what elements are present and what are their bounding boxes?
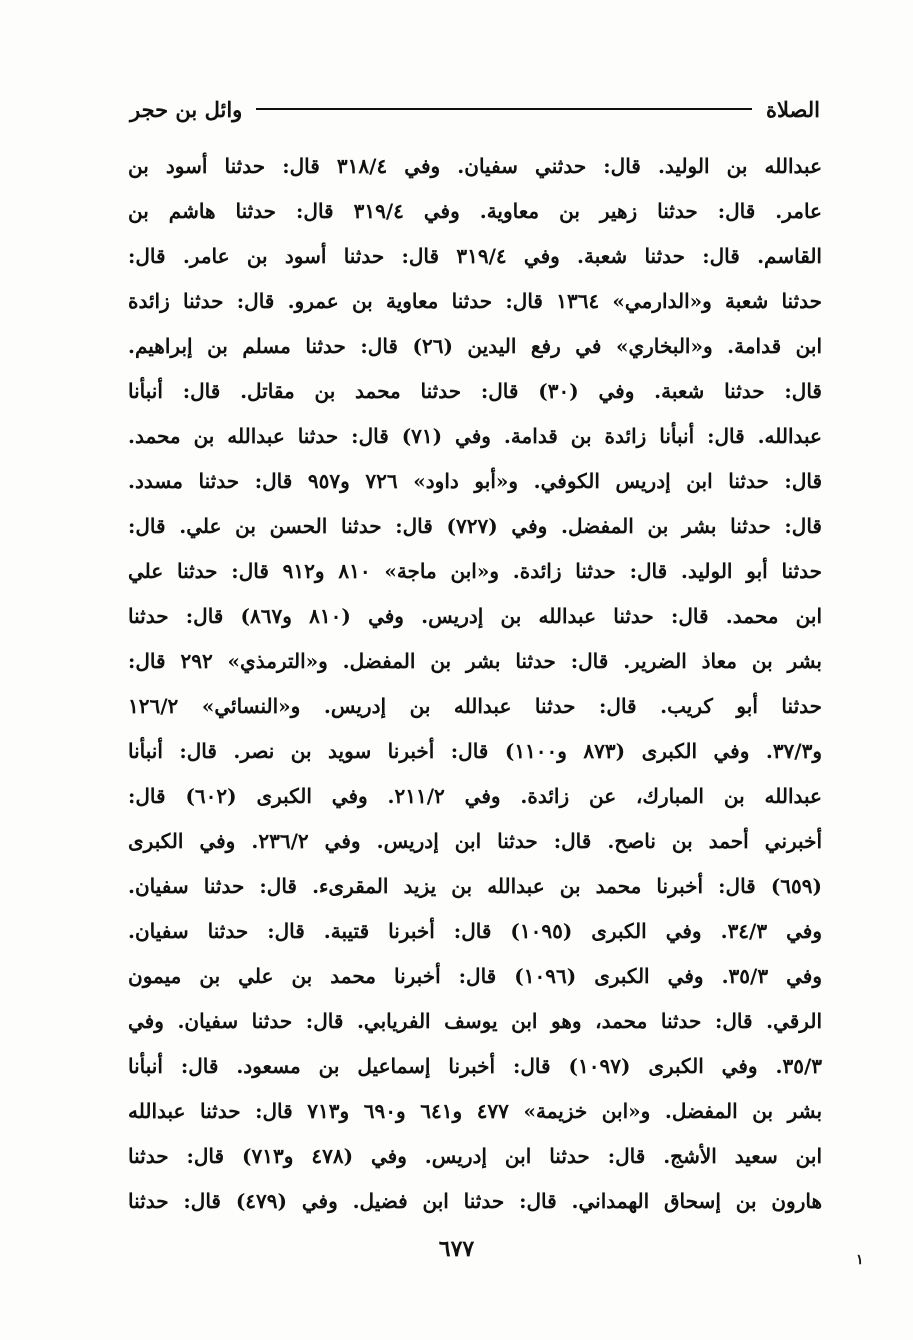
- text-line: عبدالله بن الوليد. قال: حدثني سفيان. وفي ٣١٨/٤ قال: حدثنا أسود بن: [128, 154, 822, 178]
- text-line: حدثنا شعبة و«الدارمي» ١٣٦٤ قال: حدثنا معاوية بن عمرو. قال: حدثنا زائدة: [128, 289, 822, 313]
- page-number: ٦٧٧: [438, 1236, 475, 1262]
- text-line: وفي ٣٤/٣. وفي الكبرى (١٠٩٥) قال: أخبرنا قتيبة. قال: حدثنا سفيان.: [128, 919, 822, 943]
- text-line: هارون بن إسحاق الهمداني. قال: حدثنا ابن فضيل. وفي (٤٧٩) قال: حدثنا: [128, 1189, 822, 1213]
- text-line: عبدالله بن المبارك، عن زائدة. وفي ٢١١/٢. وفي الكبرى (٦٠٢) قال:: [128, 784, 822, 808]
- running-header: [130, 92, 820, 126]
- text-line: ابن سعيد الأشج. قال: حدثنا ابن إدريس. وفي (٤٧٨ و٧١٣) قال: حدثنا: [128, 1144, 822, 1168]
- text-line: حدثنا أبو الوليد. قال: حدثنا زائدة. و«ابن ماجة» ٨١٠ و٩١٢ قال: حدثنا علي: [128, 559, 822, 583]
- text-line: حدثنا أبو كريب. قال: حدثنا عبدالله بن إدريس. و«النسائي» ١٢٦/٢: [128, 694, 822, 718]
- text-line: قال: حدثنا بشر بن المفضل. وفي (٧٢٧) قال: حدثنا الحسن بن علي. قال:: [128, 514, 822, 538]
- text-line: ٣٥/٣. وفي الكبرى (١٠٩٧) قال: أخبرنا إسماعيل بن مسعود. قال: أنبأنا: [128, 1054, 822, 1078]
- text-line: قال: حدثنا ابن إدريس الكوفي. و«أبو داود» ٧٢٦ و٩٥٧ قال: حدثنا مسدد.: [128, 469, 822, 493]
- text-line: عامر. قال: حدثنا زهير بن معاوية. وفي ٣١٩/٤ قال: حدثنا هاشم بن: [128, 199, 822, 223]
- text-line: قال: حدثنا شعبة. وفي (٣٠) قال: حدثنا محمد بن مقاتل. قال: أنبأنا: [128, 379, 822, 403]
- text-line: (٦٥٩) قال: أخبرنا محمد بن عبدالله بن يزيد المقرىء. قال: حدثنا سفيان.: [128, 874, 822, 898]
- text-line: بشر بن معاذ الضرير. قال: حدثنا بشر بن المفضل. و«الترمذي» ٢٩٢ قال:: [128, 649, 822, 673]
- text-line: القاسم. قال: حدثنا شعبة. وفي ٣١٩/٤ قال: حدثنا أسود بن عامر. قال:: [128, 244, 822, 268]
- margin-mark: ١: [856, 1252, 864, 1268]
- text-line: الرقي. قال: حدثنا محمد، وهو ابن يوسف الفريابي. قال: حدثنا سفيان. وفي: [128, 1009, 822, 1033]
- text-line: بشر بن المفضل. و«ابن خزيمة» ٤٧٧ و٦٤١ و٦٩٠ و٧١٣ قال: حدثنا عبدالله: [128, 1099, 822, 1123]
- text-line: ابن محمد. قال: حدثنا عبدالله بن إدريس. وفي (٨١٠ و٨٦٧) قال: حدثنا: [128, 604, 822, 628]
- header-rule: [256, 108, 752, 110]
- body-text: [128, 144, 822, 1224]
- text-line: عبدالله. قال: أنبأنا زائدة بن قدامة. وفي (٧١) قال: حدثنا عبدالله بن محمد.: [128, 424, 822, 448]
- text-line: وفي ٣٥/٣. وفي الكبرى (١٠٩٦) قال: أخبرنا محمد بن علي بن ميمون: [128, 964, 822, 988]
- text-line: و٣٧/٣. وفي الكبرى (٨٧٣ و١١٠٠) قال: أخبرنا سويد بن نصر. قال: أنبأنا: [128, 739, 822, 763]
- header-chapter-title: الصلاة: [766, 96, 820, 122]
- text-line: أخبرني أحمد بن ناصح. قال: حدثنا ابن إدريس. وفي ٢٣٦/٢. وفي الكبرى: [128, 829, 822, 853]
- text-line: ابن قدامة. و«البخاري» في رفع اليدين (٢٦) قال: حدثنا مسلم بن إبراهيم.: [128, 334, 822, 358]
- header-narrator-title: وائل بن حجر: [130, 96, 243, 122]
